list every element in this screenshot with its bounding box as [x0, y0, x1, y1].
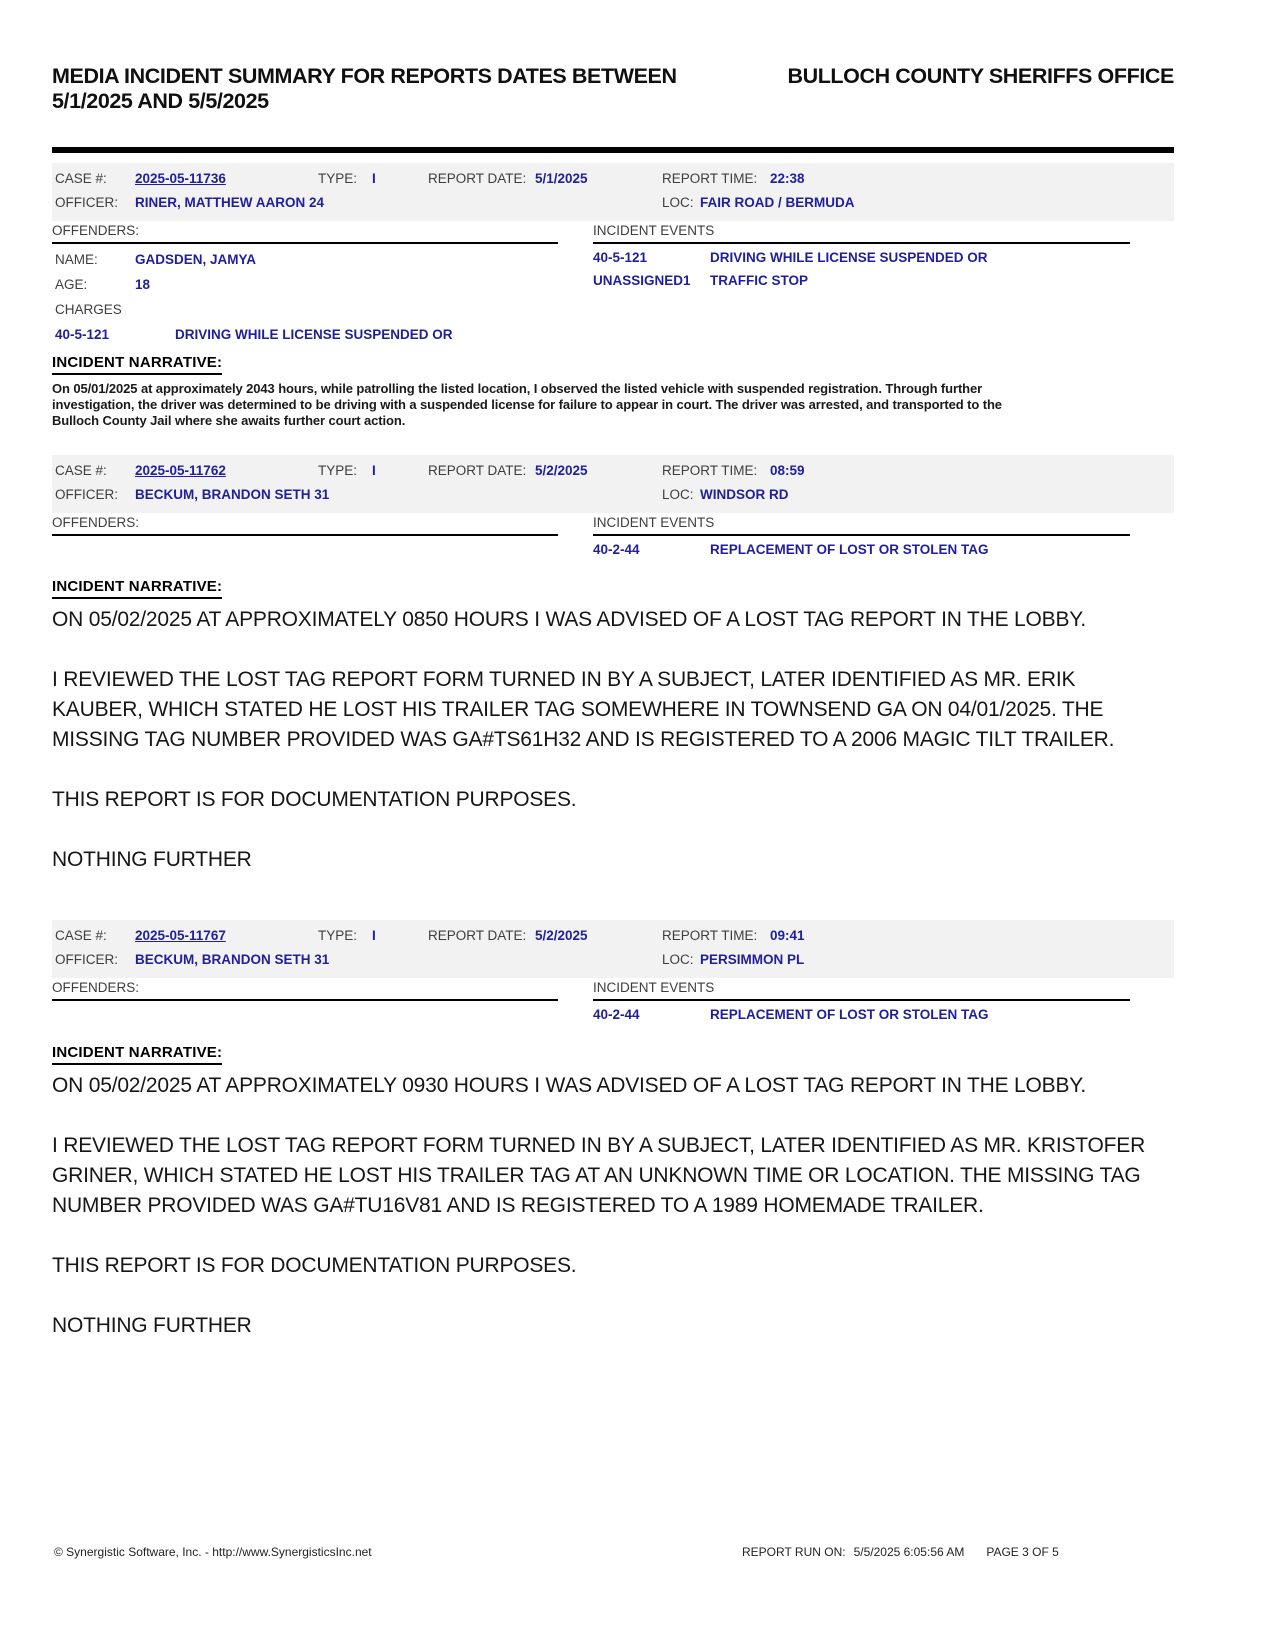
incident-events-column — [593, 223, 1174, 290]
narrative-line: NOTHING FURTHER — [52, 848, 252, 871]
narrative-line: I REVIEWED THE LOST TAG REPORT FORM TURNED IN BY A SUBJECT, LATER IDENTIFIED AS MR. KRISTOFER — [52, 1134, 1146, 1157]
header-rule — [52, 147, 1174, 153]
narrative-line: Bulloch County Jail where she awaits further court action. — [52, 413, 406, 428]
narrative-line: NUMBER PROVIDED WAS GA#TU16V81 AND IS REGISTERED TO A 1989 HOMEMADE TRAILER. — [52, 1194, 984, 1217]
incident-narrative-heading: INCIDENT NARRATIVE: — [52, 1044, 222, 1065]
officer-value: BECKUM, BRANDON SETH 31 — [135, 952, 330, 967]
event-code: 40-5-121 — [593, 250, 648, 265]
offenders-heading: OFFENDERS: — [52, 980, 140, 995]
events-list — [593, 250, 1174, 290]
case-summary-bar — [52, 163, 1174, 221]
case-block — [52, 163, 1174, 429]
case-number-link[interactable]: 2025-05-11736 — [135, 171, 226, 186]
type-value: I — [372, 928, 376, 943]
narrative-line: THIS REPORT IS FOR DOCUMENTATION PURPOSES. — [52, 1254, 577, 1277]
events-list — [593, 542, 1174, 559]
officer-label: OFFICER: — [55, 195, 118, 210]
event-code: 40-2-44 — [593, 1007, 640, 1022]
offenders-column — [52, 515, 610, 536]
officer-label: OFFICER: — [55, 952, 118, 967]
report-time-value: 22:38 — [770, 171, 805, 186]
charge-row — [52, 327, 610, 344]
offenders-heading: OFFENDERS: — [52, 515, 140, 530]
report-date-value: 5/1/2025 — [535, 171, 588, 186]
incident-events-heading: INCIDENT EVENTS — [593, 980, 715, 995]
report-time-label: REPORT TIME: — [662, 463, 758, 478]
report-header — [52, 64, 1174, 114]
incident-events-heading: INCIDENT EVENTS — [593, 515, 715, 530]
case-summary-bar — [52, 920, 1174, 978]
case-number-label: CASE #: — [55, 463, 107, 478]
report-time-label: REPORT TIME: — [662, 171, 758, 186]
incident-events-rule — [593, 999, 1130, 1001]
case-number-label: CASE #: — [55, 928, 107, 943]
narrative-line — [52, 755, 1174, 785]
page-footer — [52, 1545, 1174, 1563]
case-block — [52, 455, 1174, 875]
incident-events-rule — [593, 242, 1130, 244]
report-date-value: 5/2/2025 — [535, 463, 588, 478]
type-value: I — [372, 463, 376, 478]
event-row — [593, 273, 1174, 290]
event-row — [593, 250, 1174, 267]
events-list — [593, 1007, 1174, 1024]
loc-label: LOC: — [662, 952, 694, 967]
agency-title: BULLOCH COUNTY SHERIFFS OFFICE — [787, 64, 1174, 88]
event-row — [593, 1007, 1174, 1024]
charge-code: 40-5-121 — [55, 327, 110, 342]
charges-list — [52, 327, 610, 344]
incident-narrative-text — [52, 1071, 1174, 1341]
report-date-value: 5/2/2025 — [535, 928, 588, 943]
case-number-link[interactable]: 2025-05-11762 — [135, 463, 226, 478]
offenders-rule — [52, 534, 558, 536]
narrative-line — [52, 1101, 1174, 1131]
offenders-rule — [52, 999, 558, 1001]
loc-value: WINDSOR RD — [700, 487, 789, 502]
report-time-value: 08:59 — [770, 463, 805, 478]
charges-heading: CHARGES — [55, 302, 122, 317]
narrative-line: ON 05/02/2025 AT APPROXIMATELY 0850 HOURS I WAS ADVISED OF A LOST TAG REPORT IN THE LOBBY. — [52, 608, 1086, 631]
report-title: MEDIA INCIDENT SUMMARY FOR REPORTS DATES BETWEEN 5/1/2025 AND 5/5/2025 — [52, 64, 677, 113]
event-description: REPLACEMENT OF LOST OR STOLEN TAG — [710, 1007, 989, 1022]
age-label: AGE: — [55, 277, 88, 292]
narrative-line — [52, 815, 1174, 845]
narrative-line — [52, 635, 1174, 665]
loc-value: FAIR ROAD / BERMUDA — [700, 195, 855, 210]
event-code: 40-2-44 — [593, 542, 640, 557]
incident-narrative-text — [52, 381, 1102, 429]
narrative-line: THIS REPORT IS FOR DOCUMENTATION PURPOSES. — [52, 788, 577, 811]
report-run-timestamp: 5/5/2025 6:05:56 AM — [853, 1545, 965, 1559]
footer-run-info — [742, 1545, 1059, 1559]
incident-narrative-text — [52, 605, 1174, 875]
offenders-column — [52, 223, 610, 344]
officer-value: BECKUM, BRANDON SETH 31 — [135, 487, 330, 502]
report-date-label: REPORT DATE: — [428, 463, 527, 478]
incident-events-column — [593, 980, 1174, 1024]
type-label: TYPE: — [318, 171, 358, 186]
name-label: NAME: — [55, 252, 98, 267]
type-label: TYPE: — [318, 928, 358, 943]
incident-events-column — [593, 515, 1174, 559]
offenders-heading: OFFENDERS: — [52, 223, 140, 238]
officer-value: RINER, MATTHEW AARON 24 — [135, 195, 324, 210]
loc-label: LOC: — [662, 195, 694, 210]
case-number-link[interactable]: 2025-05-11767 — [135, 928, 226, 943]
offender-age: 18 — [135, 277, 151, 292]
offenders-column — [52, 980, 610, 1001]
incident-narrative-heading: INCIDENT NARRATIVE: — [52, 354, 222, 375]
event-row — [593, 542, 1174, 559]
incident-events-rule — [593, 534, 1130, 536]
narrative-line — [52, 1221, 1174, 1251]
event-description: TRAFFIC STOP — [710, 273, 809, 288]
report-run-label: REPORT RUN ON: — [742, 1545, 846, 1559]
narrative-line: MISSING TAG NUMBER PROVIDED WAS GA#TS61H32 AND IS REGISTERED TO A 2006 MAGIC TILT TRAILER. — [52, 728, 1115, 751]
case-block — [52, 920, 1174, 1341]
page-indicator: PAGE 3 OF 5 — [986, 1545, 1059, 1559]
narrative-line: On 05/01/2025 at approximately 2043 hours, while patrolling the listed location, I observed the listed vehicle with suspended registration. Through further — [52, 381, 983, 396]
incident-events-heading: INCIDENT EVENTS — [593, 223, 715, 238]
offenders-rule — [52, 242, 558, 244]
narrative-line: I REVIEWED THE LOST TAG REPORT FORM TURNED IN BY A SUBJECT, LATER IDENTIFIED AS MR. ERIK — [52, 668, 1076, 691]
incident-narrative-heading: INCIDENT NARRATIVE: — [52, 578, 222, 599]
event-code: UNASSIGNED1 — [593, 273, 691, 288]
loc-label: LOC: — [662, 487, 694, 502]
report-date-label: REPORT DATE: — [428, 171, 527, 186]
narrative-line: NOTHING FURTHER — [52, 1314, 252, 1337]
footer-copyright: © Synergistic Software, Inc. - http://www.SynergisticsInc.net — [54, 1545, 372, 1559]
report-time-label: REPORT TIME: — [662, 928, 758, 943]
narrative-line — [52, 1281, 1174, 1311]
narrative-line: KAUBER, WHICH STATED HE LOST HIS TRAILER TAG SOMEWHERE IN TOWNSEND GA ON 04/01/2025. THE — [52, 698, 1104, 721]
charge-description: DRIVING WHILE LICENSE SUSPENDED OR — [175, 327, 453, 342]
type-value: I — [372, 171, 376, 186]
event-description: REPLACEMENT OF LOST OR STOLEN TAG — [710, 542, 989, 557]
officer-label: OFFICER: — [55, 487, 118, 502]
type-label: TYPE: — [318, 463, 358, 478]
report-time-value: 09:41 — [770, 928, 805, 943]
case-summary-bar — [52, 455, 1174, 513]
report-date-label: REPORT DATE: — [428, 928, 527, 943]
event-description: DRIVING WHILE LICENSE SUSPENDED OR — [710, 250, 988, 265]
case-number-label: CASE #: — [55, 171, 107, 186]
narrative-line: ON 05/02/2025 AT APPROXIMATELY 0930 HOURS I WAS ADVISED OF A LOST TAG REPORT IN THE LOBBY. — [52, 1074, 1086, 1097]
narrative-line: GRINER, WHICH STATED HE LOST HIS TRAILER TAG AT AN UNKNOWN TIME OR LOCATION. THE MISSING TAG — [52, 1164, 1141, 1187]
offender-name: GADSDEN, JAMYA — [135, 252, 257, 267]
loc-value: PERSIMMON PL — [700, 952, 805, 967]
narrative-line: investigation, the driver was determined to be driving with a suspended license for failure to appear in court. The driver was arrested, and transported to the — [52, 397, 1002, 412]
